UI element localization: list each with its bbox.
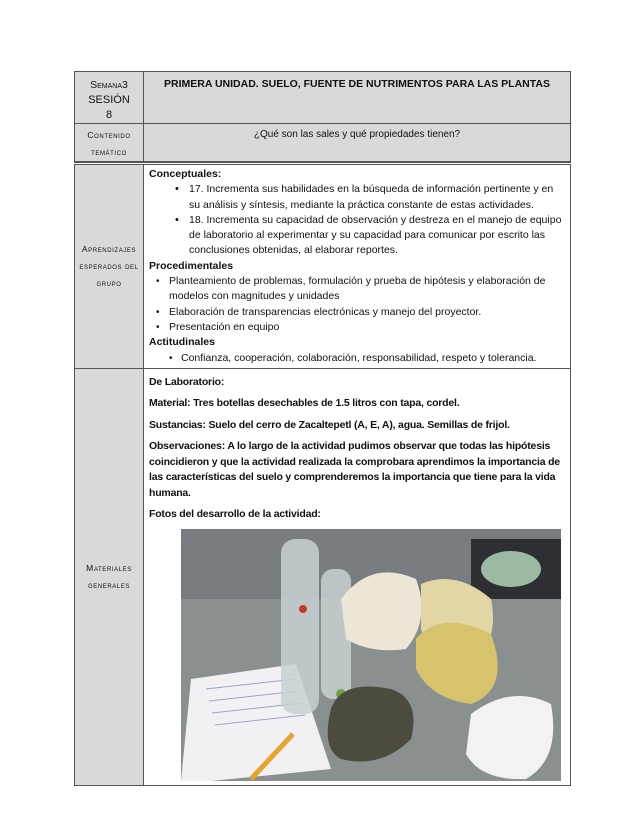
procedural-list: [149, 274, 566, 335]
unit-title-cell: [144, 72, 571, 124]
learning-label-cell: [75, 164, 144, 369]
session-number: 8: [105, 109, 113, 121]
materials-label: Materiales generales: [86, 562, 132, 590]
learning-label: Aprendizajes esperados del grupo: [79, 243, 139, 288]
list-item: • Presentación en equipo: [149, 320, 566, 335]
question-cell: [144, 124, 571, 162]
attitudinal-list: [149, 351, 566, 366]
learning-content: [144, 164, 571, 369]
photos-heading: Fotos del desarrollo de la actividad:: [149, 508, 321, 521]
lab-heading: De Laboratorio:: [149, 375, 225, 388]
activity-photo: [181, 529, 561, 781]
content-label-cell: [75, 124, 144, 162]
list-item: • 17. Incrementa sus habilidades en la búsqueda de información pertinente y en su análisis y síntesis, mediante la práctica constante de estas actividades.: [149, 182, 566, 213]
unit-title: PRIMERA UNIDAD. SUELO, FUENTE DE NUTRIMENTOS PARA LAS PLANTAS: [164, 78, 550, 90]
week-label: Semana3: [90, 79, 128, 91]
observations-text: Observaciones: A lo largo de la actividad pudimos observar que todas las hipótesis coincidieron y que la actividad realizada la comprobara aprendimos la importancia de las características del suelo y comprenderemos la importancia que tiene para la vida humana.: [149, 440, 560, 499]
material-text: Material: Tres botellas desechables de 1.5 litros con tapa, cordel.: [149, 397, 460, 410]
topic-question: ¿Qué son las sales y qué propiedades tienen?: [253, 129, 461, 140]
content-table: [74, 162, 571, 786]
session-label: SESIÓN: [88, 94, 130, 106]
attitudinal-title: Actitudinales: [149, 336, 215, 349]
header-table: [74, 71, 571, 162]
conceptual-title: Conceptuales:: [149, 168, 222, 180]
procedural-title: Procedimentales: [149, 259, 234, 272]
list-item: • 18. Incrementa su capacidad de observación y destreza en el manejo de equipo de laboratorio al experimentar y su capacidad para comunicar por escrito las conclusiones obtenidas, al elaborar reportes.: [149, 213, 566, 259]
substances-text: Sustancias: Suelo del cerro de Zacaltepetl (A, E, A), agua. Semillas de frijol.: [149, 418, 510, 431]
list-item: • Confianza, cooperación, colaboración, responsabilidad, respeto y tolerancia.: [149, 351, 566, 366]
content-label: Contenido temático: [87, 130, 131, 157]
week-session-cell: [75, 72, 144, 124]
list-item: • Planteamiento de problemas, formulación y prueba de hipótesis y elaboración de modelos con magnitudes y unidades: [149, 274, 566, 305]
list-item: • Elaboración de transparencias electrónicas y manejo del proyector.: [149, 305, 566, 320]
materials-label-cell: [75, 368, 144, 785]
materials-content: [144, 368, 571, 785]
conceptual-list: [149, 182, 566, 258]
